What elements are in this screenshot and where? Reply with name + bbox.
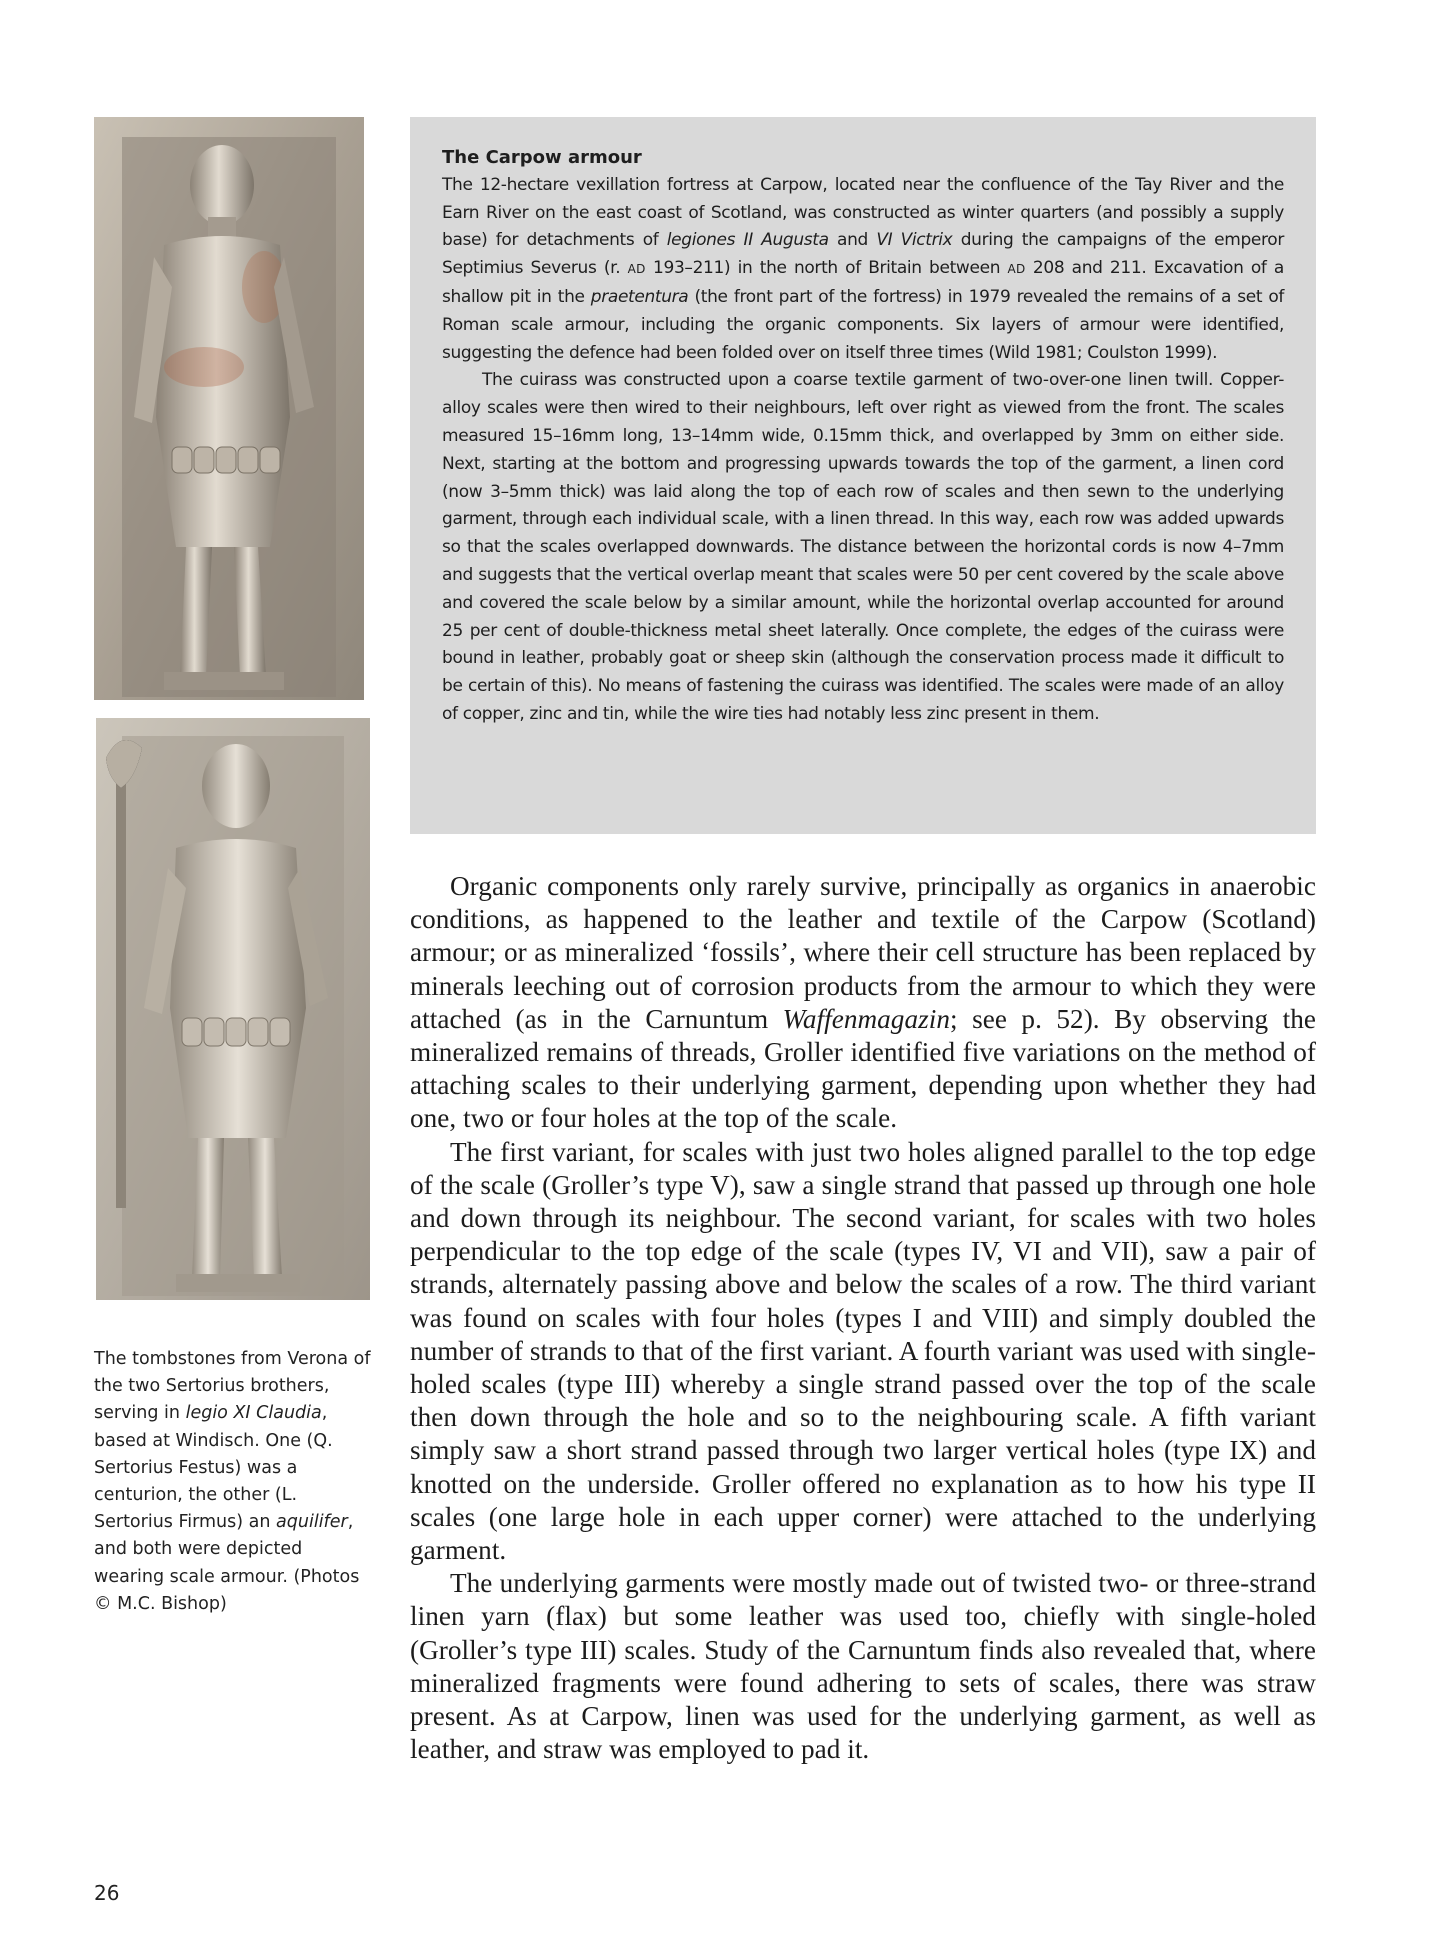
body-paragraph: The first variant, for scales with just two holes aligned parallel to the top edge of the scale (Groller’s type V), saw a single strand that passed up through one hole and down through its neighbour. The second variant, for scales with two holes perpendicular to the top edge of the scale (types IV, VI and VII), saw a pair of strands, alternately passing above and below the scales of a row. The third variant was found on scales with four holes (types I and VIII) and simply doubled the number of strands to that of the first variant. A fourth variant was used with single-holed scales (type III) whereby a single strand passed over the top of the scale then down through the hole and so to the neighbouring scale. A fifth variant simply saw a short strand passed through two larger vertical holes (type IX) and knotted on the underside. Groller offered no explanation as to how his type II scales (one large hole in each upper corner) were attached to the underlying garment. bbox=[410, 1136, 1316, 1566]
sidebar-paragraph: The cuirass was constructed upon a coarse textile garment of two-over-one linen twill. Copper-alloy scales were then wired to their neighbours, left over right as viewed from the front. The scales measured 15–16mm long, 13–14mm wide, 0.15mm thick, and overlapped by 3mm on either side. Next, starting at the bottom and progressing upwards towards the top of the garment, a linen cord (now 3–5mm thick) was laid along the top of each row of scales and then sewn to the underlying garment, through each individual scale, with a linen thread. In this way, each row was added upwards so that the scales overlapped downwards. The distance between the horizontal cords is now 4–7mm and suggests that the vertical overlap meant that scales were 50 per cent covered by the scale above and covered the scale below by a similar amount, while the horizontal overlap accounted for around 25 per cent of double-thickness metal sheet laterally. Once complete, the edges of the cuirass were bound in leather, probably goat or sheep skin (although the conservation process made it difficult to be certain of this). No means of fastening the cuirass was identified. The scales were made of an alloy of copper, zinc and tin, while the wire ties had notably less zinc present in them. bbox=[442, 370, 1284, 724]
carpow-armour-sidebar bbox=[410, 117, 1316, 834]
photo-caption bbox=[94, 1346, 374, 1618]
body-paragraph: Organic components only rarely survive, principally as organics in anaerobic conditions, as happened to the leather and textile of the Carpow (Scotland) armour; or as mineralized ‘fossils’, where their cell structure has been replaced by minerals leeching out of corrosion products from the armour to which they were attached (as in the Carnuntum Waffenmagazin; see p. 52). By observing the mineralized remains of threads, Groller identified five variations on the method of attaching scales to their underlying garment, depending upon whether they had one, two or four holes at the top of the scale. bbox=[410, 871, 1316, 1134]
tombstone-photo-firmus bbox=[96, 718, 370, 1300]
tombstone-photo-festus bbox=[94, 117, 364, 700]
page-number: 26 bbox=[94, 1881, 120, 1905]
body-paragraph: The underlying garments were mostly made out of twisted two- or three-strand linen yarn (flax) but some leather was used too, chiefly with single-holed (Groller’s type III) scales. Study of the Carnuntum finds also revealed that, where mineralized fragments were found adhering to sets of scales, there was straw present. As at Carpow, linen was used for the underlying garment, as well as leather, and straw was employed to pad it. bbox=[410, 1568, 1316, 1765]
sidebar-title: The Carpow armour bbox=[442, 147, 642, 168]
sidebar-paragraph: The 12-hectare vexillation fortress at Carpow, located near the confluence of the Tay River and the Earn River on the east coast of Scotland, was constructed as winter quarters (and possibly a supply base) for detachments of legiones II Augusta and VI Victrix during the campaigns of the emperor Septimius Severus (r. AD 193–211) in the north of Britain between AD 208 and 211. Excavation of a shallow pit in the praetentura (the front part of the fortress) in 1979 revealed the remains of a set of Roman scale armour, including the organic components. Six layers of armour were identified, suggesting the defence had been folded over on itself three times (Wild 1981; Coulston 1999). bbox=[442, 174, 1284, 363]
caption-text: The tombstones from Verona of the two Sertorius brothers, serving in legio XI Claudia, based at Windisch. One (Q. Sertorius Festus) was a centurion, the other (L. Sertorius Firmus) an aquilifer, and both were depicted wearing scale armour. (Photos © M.C. Bishop) bbox=[94, 1349, 371, 1614]
main-body-text bbox=[410, 870, 1316, 1766]
